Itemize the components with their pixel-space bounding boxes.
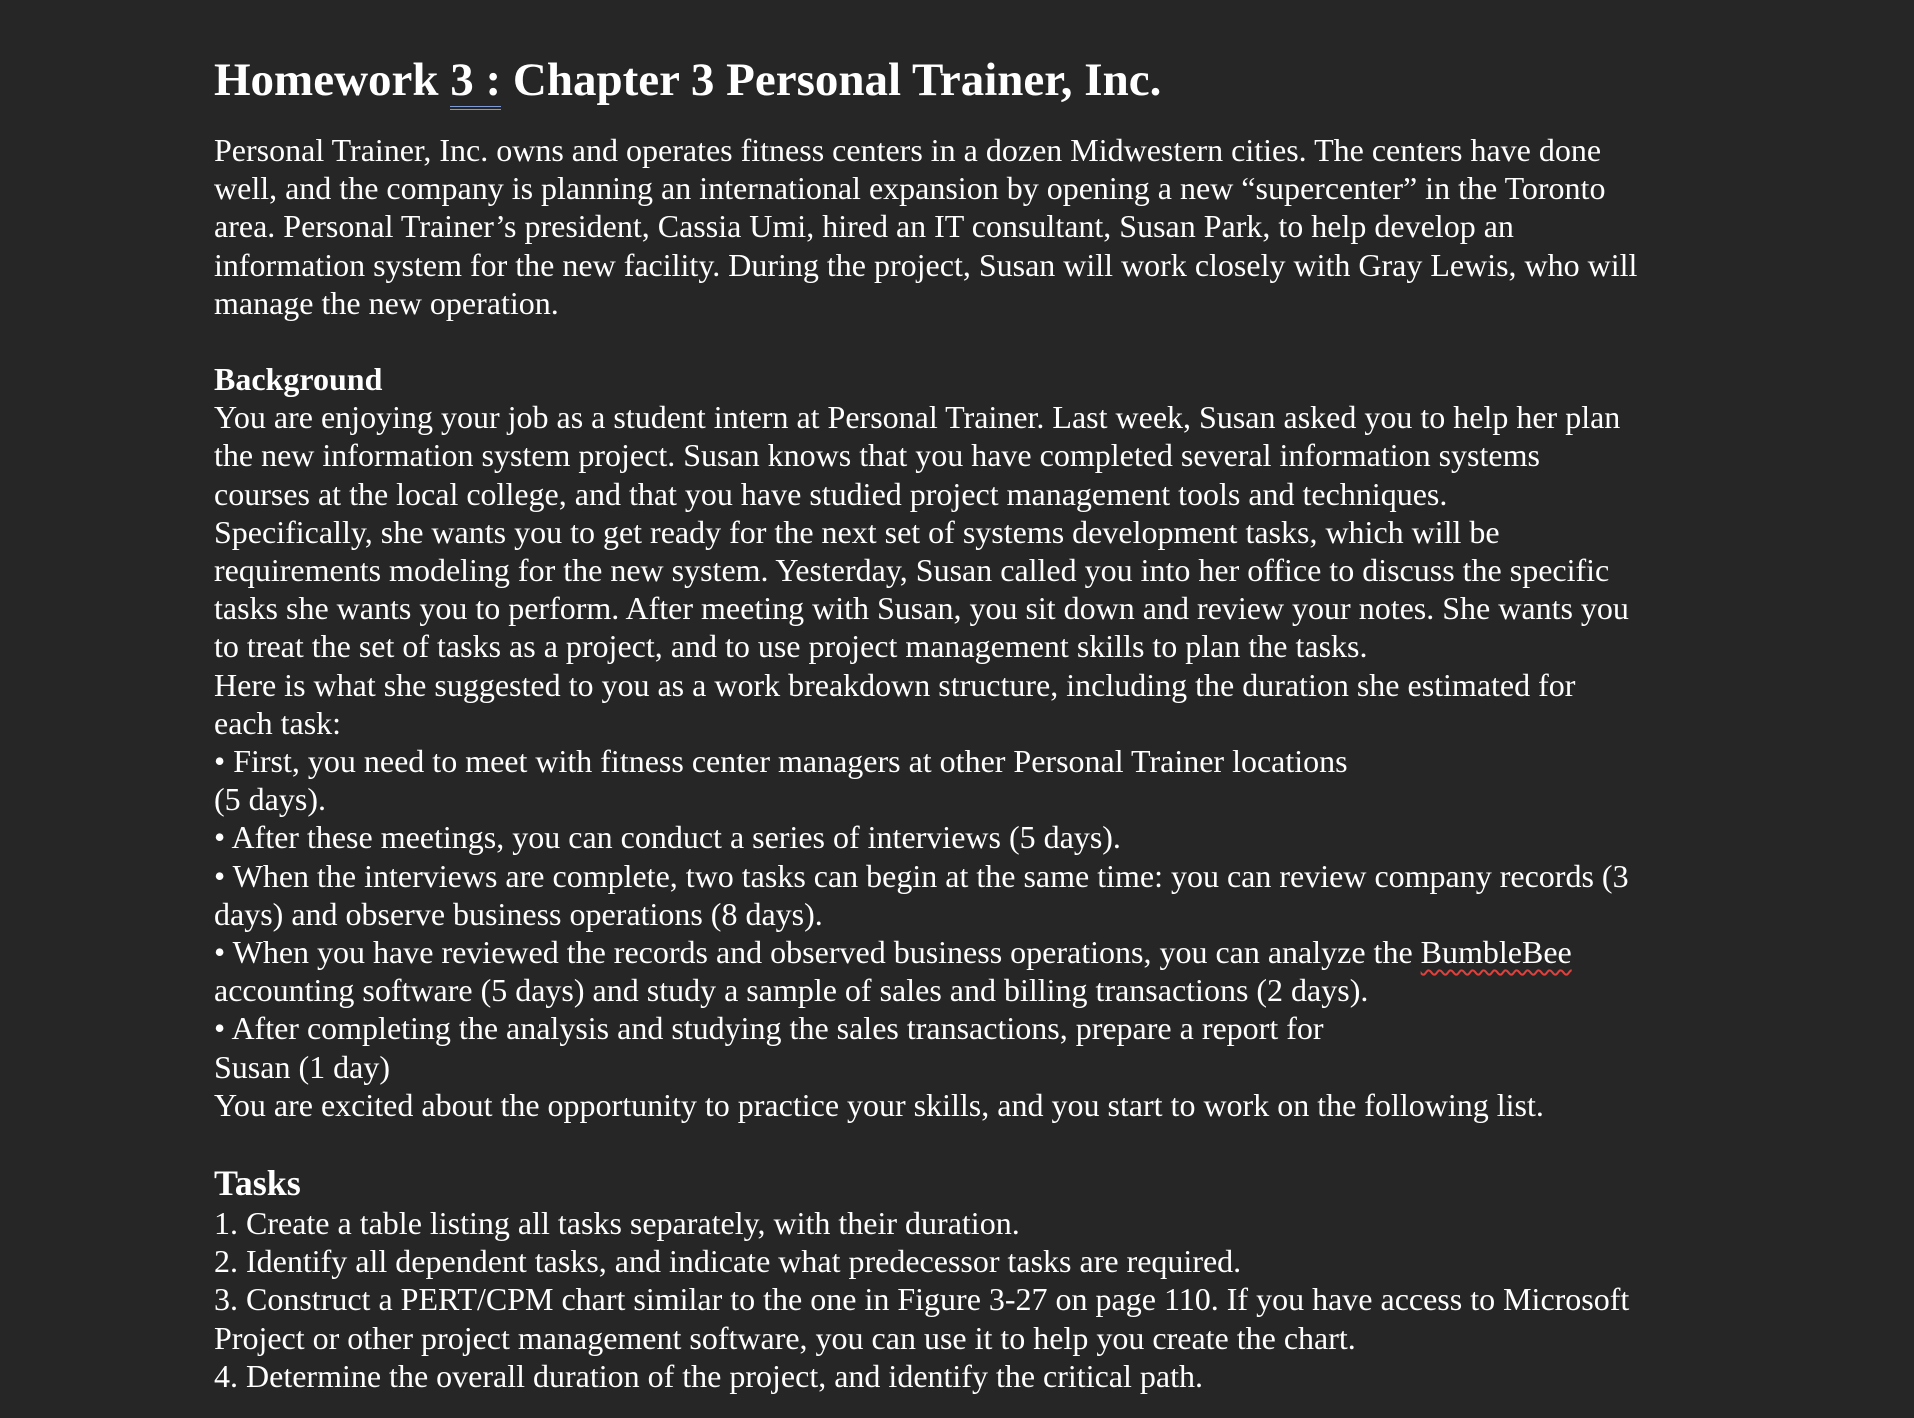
bullet-item: • First, you need to meet with fitness center managers at other Personal Trainer locations	[214, 743, 1348, 780]
background-line: requirements modeling for the new system. Yesterday, Susan called you into her office to discuss the specific	[214, 552, 1610, 589]
background-heading: Background	[214, 361, 383, 398]
background-line: courses at the local college, and that you have studied project management tools and techniques.	[214, 475, 1448, 512]
background-line: Specifically, she wants you to get ready for the next set of systems development tasks, which will be	[214, 513, 1500, 550]
background-line: to treat the set of tasks as a project, and to use project management skills to plan the tasks.	[214, 628, 1368, 665]
background-line: tasks she wants you to perform. After meeting with Susan, you sit down and review your notes. She wants you	[214, 590, 1629, 627]
task-item: 4. Determine the overall duration of the project, and identify the critical path.	[214, 1357, 1203, 1394]
intro-line: Personal Trainer, Inc. owns and operates fitness centers in a dozen Midwestern cities. The centers have done	[214, 132, 1602, 168]
task-item: 1. Create a table listing all tasks separately, with their duration.	[214, 1205, 1020, 1242]
background-line: Here is what she suggested to you as a work breakdown structure, including the duration she estimated for	[214, 666, 1576, 703]
document-title	[214, 52, 1744, 108]
bullet-text: • When you have reviewed the records and observed business operations, you can analyze the	[214, 934, 1421, 971]
title-prefix: Homework	[214, 54, 451, 106]
background-line: You are enjoying your job as a student intern at Personal Trainer. Last week, Susan asked you to help her plan	[214, 399, 1621, 436]
bullet-item: accounting software (5 days) and study a sample of sales and billing transactions (2 days).	[214, 972, 1369, 1009]
tasks-section	[214, 1204, 1744, 1395]
bullet-item: • After completing the analysis and studying the sales transactions, prepare a report for	[214, 1010, 1324, 1047]
bullet-item	[214, 933, 1744, 971]
title-suffix: Chapter 3 Personal Trainer, Inc.	[501, 54, 1162, 106]
spellcheck-word[interactable]: BumbleBee	[1420, 934, 1572, 971]
bullet-item: days) and observe business operations (8 days).	[214, 895, 823, 932]
intro-line: area. Personal Trainer’s president, Cassia Umi, hired an IT consultant, Susan Park, to help develop an	[214, 208, 1514, 245]
intro-line: manage the new operation.	[214, 284, 559, 321]
background-line: the new information system project. Susan knows that you have completed several information systems	[214, 437, 1540, 474]
tasks-heading: Tasks	[214, 1163, 301, 1204]
task-item: 3. Construct a PERT/CPM chart similar to the one in Figure 3-27 on page 110. If you have access to Microsoft	[214, 1281, 1630, 1318]
document-page	[214, 52, 1744, 1395]
background-line: each task:	[214, 704, 342, 741]
bullet-item: • After these meetings, you can conduct a series of interviews (5 days).	[214, 819, 1121, 856]
background-section	[214, 398, 1744, 1124]
task-item: Project or other project management software, you can use it to help you create the chart.	[214, 1319, 1356, 1356]
background-line: You are excited about the opportunity to practice your skills, and you start to work on the following list.	[214, 1086, 1544, 1123]
bullet-item: Susan (1 day)	[214, 1048, 390, 1085]
intro-line: well, and the company is planning an international expansion by opening a new “supercenter” in the Toronto	[214, 170, 1606, 207]
intro-line: information system for the new facility. During the project, Susan will work closely with Gray Lewis, who will	[214, 246, 1638, 283]
task-item: 2. Identify all dependent tasks, and indicate what predecessor tasks are required.	[214, 1243, 1242, 1280]
bullet-item: (5 days).	[214, 781, 326, 818]
homework-number: 3 :	[450, 54, 501, 110]
intro-paragraph	[214, 131, 1744, 322]
bullet-item: • When the interviews are complete, two tasks can begin at the same time: you can review company records (3	[214, 857, 1629, 894]
